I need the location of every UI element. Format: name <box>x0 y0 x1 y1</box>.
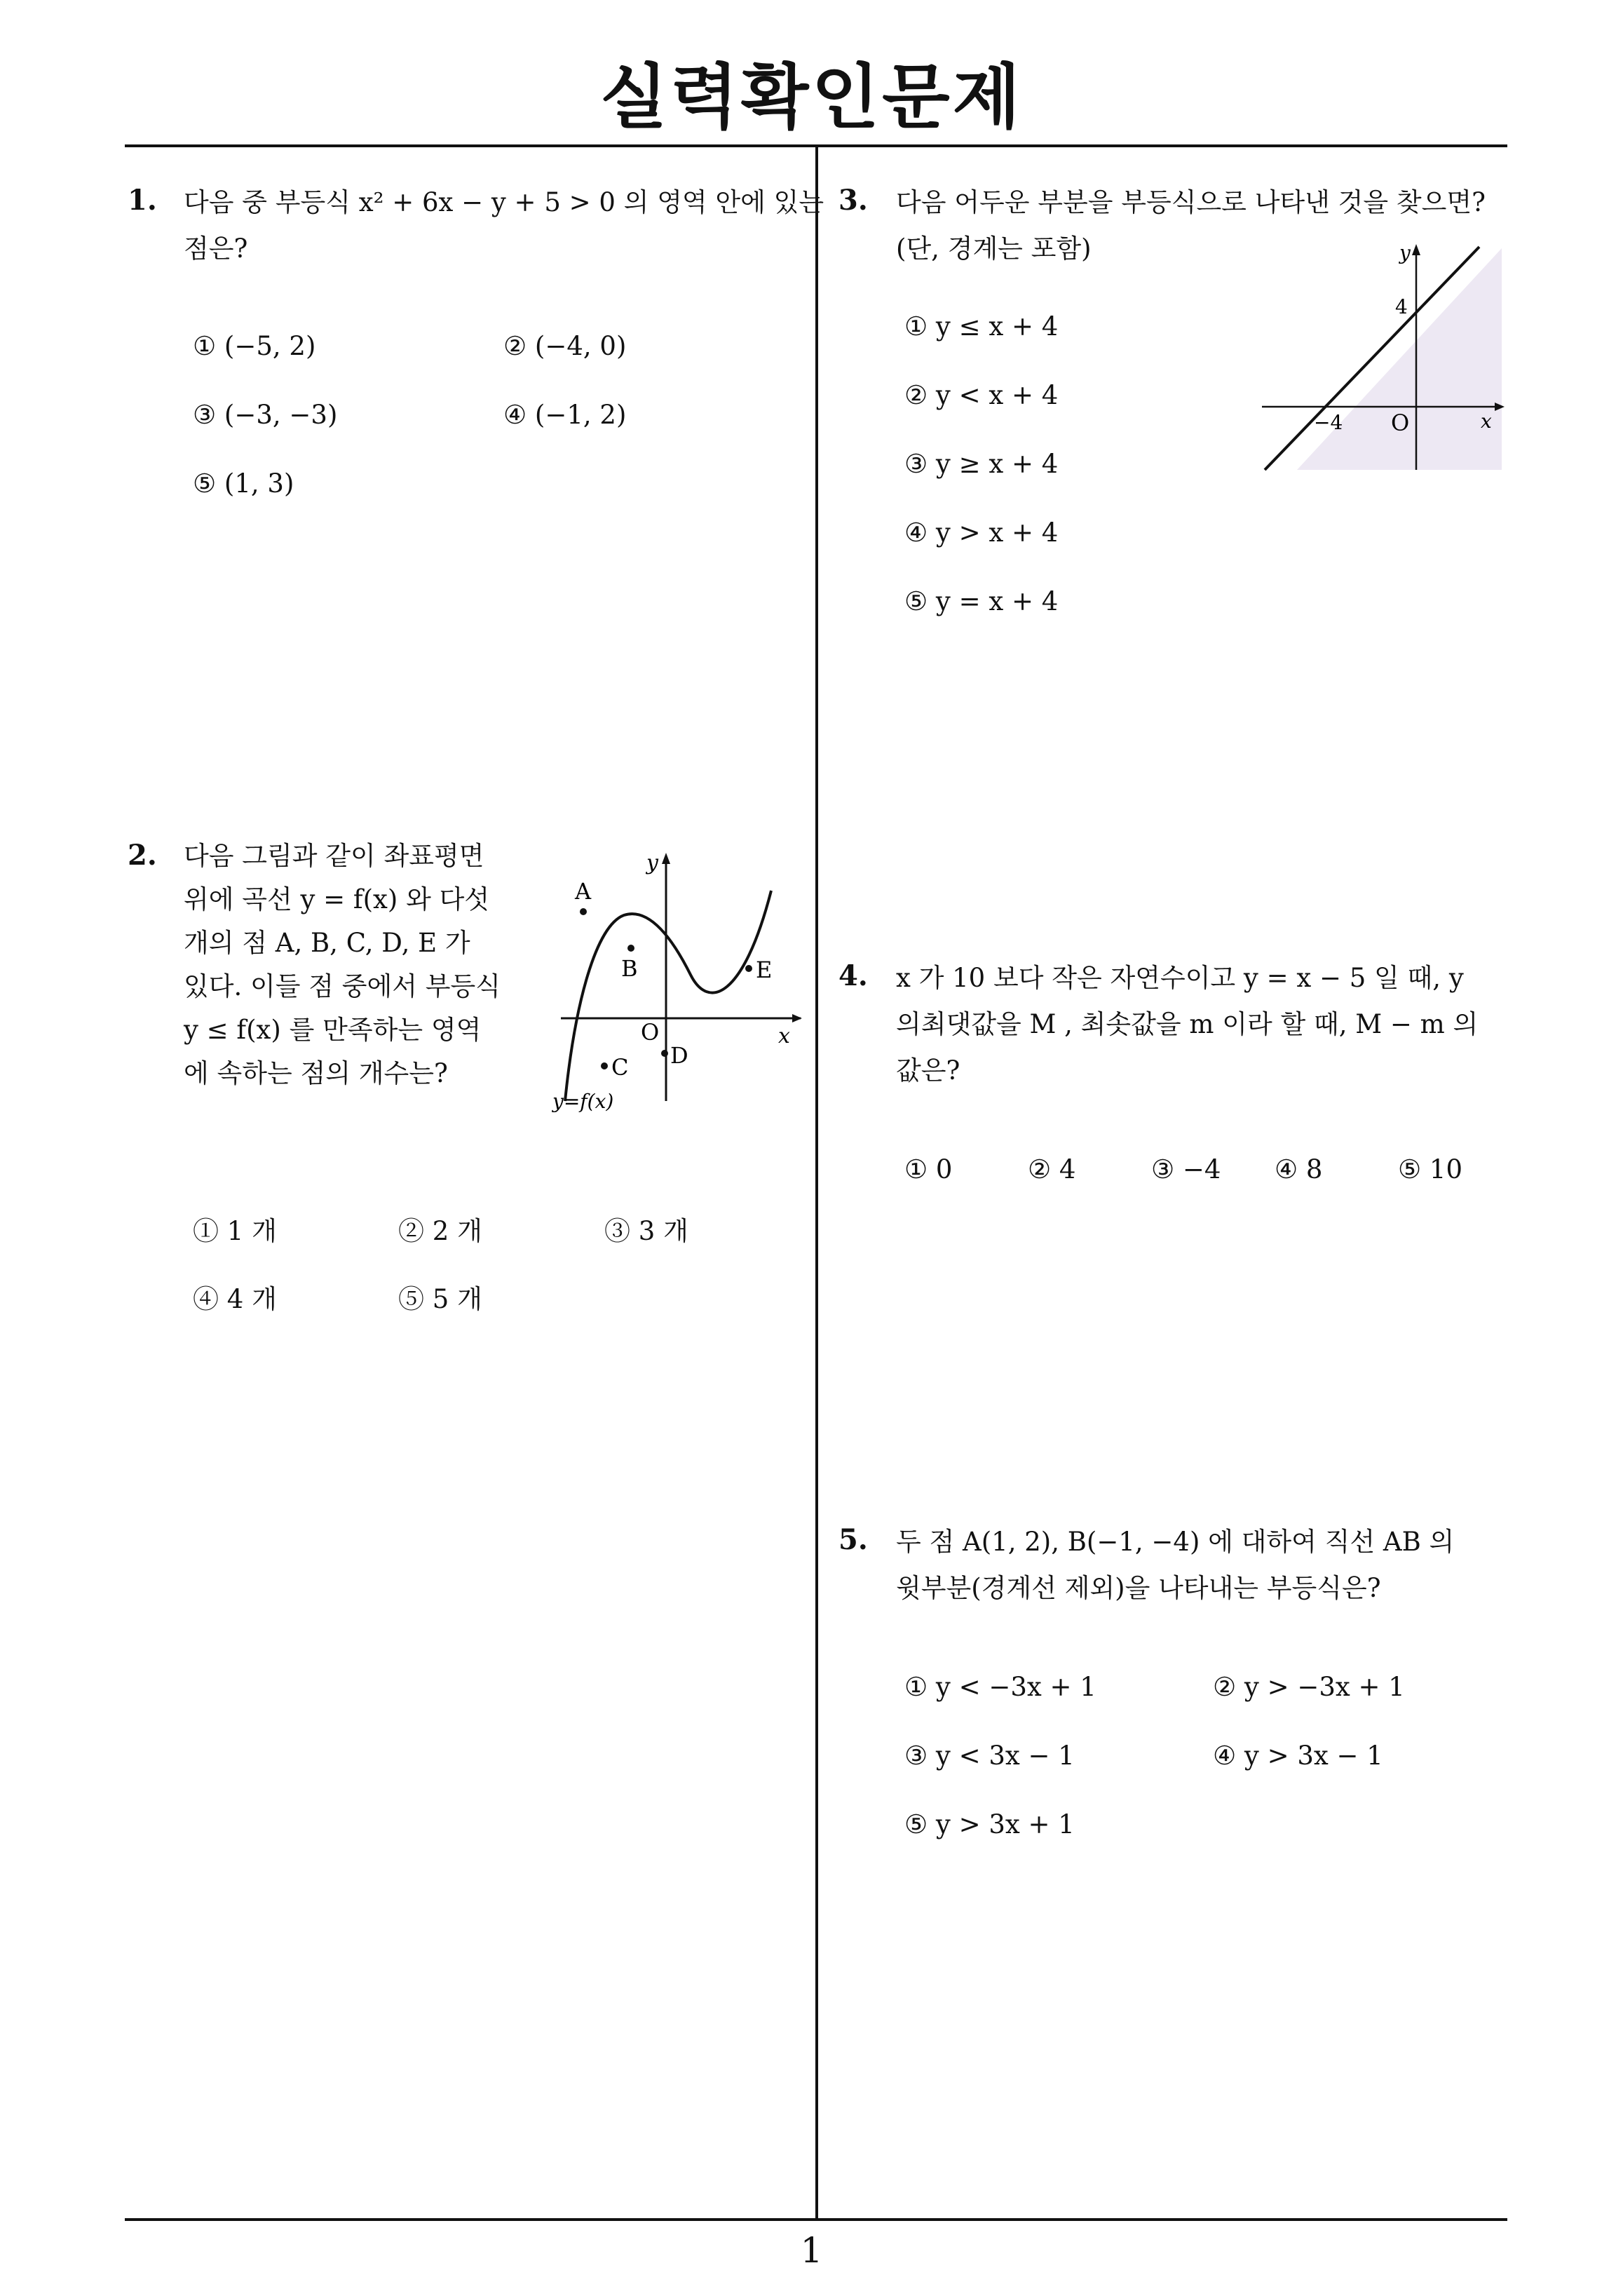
point-e-label: E <box>756 957 773 983</box>
choice-2[interactable]: ② (−4, 0) <box>503 331 627 361</box>
y-axis-label: y <box>646 851 658 875</box>
shaded-region-figure <box>1255 238 1507 477</box>
choice-4[interactable]: ④ 8 <box>1275 1154 1323 1184</box>
choice-1[interactable]: ① (−5, 2) <box>193 331 316 361</box>
question-number: 4. <box>838 959 868 992</box>
choice-3[interactable]: ③ −4 <box>1151 1154 1221 1184</box>
question-line: 위에 곡선 y = f(x) 와 다섯 <box>184 884 490 914</box>
question-line: 점은? <box>184 234 248 264</box>
y-intercept-label: 4 <box>1395 295 1408 318</box>
page-title: 실력확인문제 <box>599 56 1024 138</box>
point-a <box>580 908 587 915</box>
point-d <box>661 1050 668 1057</box>
question-number: 2. <box>128 839 157 872</box>
point-b <box>627 945 634 952</box>
point-a-label: A <box>575 878 592 905</box>
column-divider <box>815 146 818 2220</box>
question-number: 5. <box>838 1523 868 1556</box>
choice-5[interactable]: ⑤ (1, 3) <box>193 468 294 499</box>
x-axis-arrow <box>792 1014 802 1022</box>
point-d-label: D <box>670 1042 688 1069</box>
curve-label: y=f(x) <box>552 1090 614 1113</box>
point-e <box>745 965 752 972</box>
question-line: 의최댓값을 M , 최솟값을 m 이라 할 때, M − m 의 <box>896 1009 1479 1039</box>
point-c-label: C <box>611 1054 629 1081</box>
x-axis-label: x <box>1481 410 1492 433</box>
choice-2[interactable]: ② 4 <box>1028 1154 1076 1184</box>
question-text <box>184 835 501 1095</box>
y-axis-label: y <box>1399 241 1411 264</box>
cubic-curve-figure <box>547 842 813 1122</box>
choice-3[interactable]: ③ (−3, −3) <box>193 400 338 430</box>
choice-4[interactable]: ④ 4 개 <box>193 1284 277 1314</box>
y-axis-arrow <box>1412 244 1420 255</box>
choice-2[interactable]: ② y < x + 4 <box>904 380 1059 410</box>
point-b-label: B <box>621 955 638 982</box>
choice-1[interactable]: ① 0 <box>904 1154 953 1184</box>
choice-5[interactable]: ⑤ 5 개 <box>398 1284 482 1314</box>
x-intercept-label: −4 <box>1314 411 1343 434</box>
y-axis-arrow <box>662 853 670 864</box>
shaded-region <box>1297 248 1502 470</box>
choice-5[interactable]: ⑤ 10 <box>1398 1154 1463 1184</box>
question-line: 다음 어두운 부분을 부등식으로 나타낸 것을 찾으면? <box>896 187 1486 217</box>
question-text <box>184 180 824 272</box>
choice-1[interactable]: ① y ≤ x + 4 <box>904 311 1059 342</box>
question-line: 다음 그림과 같이 좌표평면 <box>184 841 484 871</box>
question-text <box>896 1519 1454 1612</box>
choice-1[interactable]: ① 1 개 <box>193 1216 277 1246</box>
choice-2[interactable]: ② 2 개 <box>398 1216 482 1246</box>
curve-y-equals-f-x <box>565 891 771 1101</box>
origin-label: O <box>641 1019 660 1046</box>
choice-1[interactable]: ① y < −3x + 1 <box>904 1672 1096 1702</box>
question-text <box>896 955 1478 1094</box>
question-line: 값은? <box>896 1055 960 1086</box>
question-number: 1. <box>128 184 157 217</box>
question-number: 3. <box>838 184 868 217</box>
bottom-rule <box>125 2218 1507 2221</box>
question-line: 개의 점 A, B, C, D, E 가 <box>184 928 470 958</box>
question-line: 윗부분(경계선 제외)을 나타내는 부등식은? <box>896 1573 1381 1603</box>
point-c <box>601 1062 608 1069</box>
question-line: (단, 경계는 포함) <box>896 234 1092 264</box>
page-number: 1 <box>800 2230 823 2271</box>
question-line: 있다. 이들 점 중에서 부등식 <box>184 971 501 1001</box>
choice-3[interactable]: ③ y ≥ x + 4 <box>904 449 1059 479</box>
choice-4[interactable]: ④ y > x + 4 <box>904 518 1059 548</box>
question-line: 다음 중 부등식 x² + 6x − y + 5 > 0 의 영역 안에 있는 <box>184 187 824 217</box>
origin-label: O <box>1391 410 1410 436</box>
choice-4[interactable]: ④ (−1, 2) <box>503 400 627 430</box>
x-axis-label: x <box>778 1024 790 1048</box>
choice-3[interactable]: ③ 3 개 <box>604 1216 688 1246</box>
choice-4[interactable]: ④ y > 3x − 1 <box>1213 1741 1383 1771</box>
choice-5[interactable]: ⑤ y = x + 4 <box>904 586 1059 616</box>
choice-5[interactable]: ⑤ y > 3x + 1 <box>904 1809 1075 1839</box>
question-line: 두 점 A(1, 2), B(−1, −4) 에 대하여 직선 AB 의 <box>896 1527 1455 1557</box>
choice-2[interactable]: ② y > −3x + 1 <box>1213 1672 1405 1702</box>
question-line: y ≤ f(x) 를 만족하는 영역 <box>184 1015 482 1045</box>
choice-3[interactable]: ③ y < 3x − 1 <box>904 1741 1075 1771</box>
question-line: x 가 10 보다 작은 자연수이고 y = x − 5 일 때, y <box>896 963 1464 993</box>
question-line: 에 속하는 점의 개수는? <box>184 1058 448 1088</box>
